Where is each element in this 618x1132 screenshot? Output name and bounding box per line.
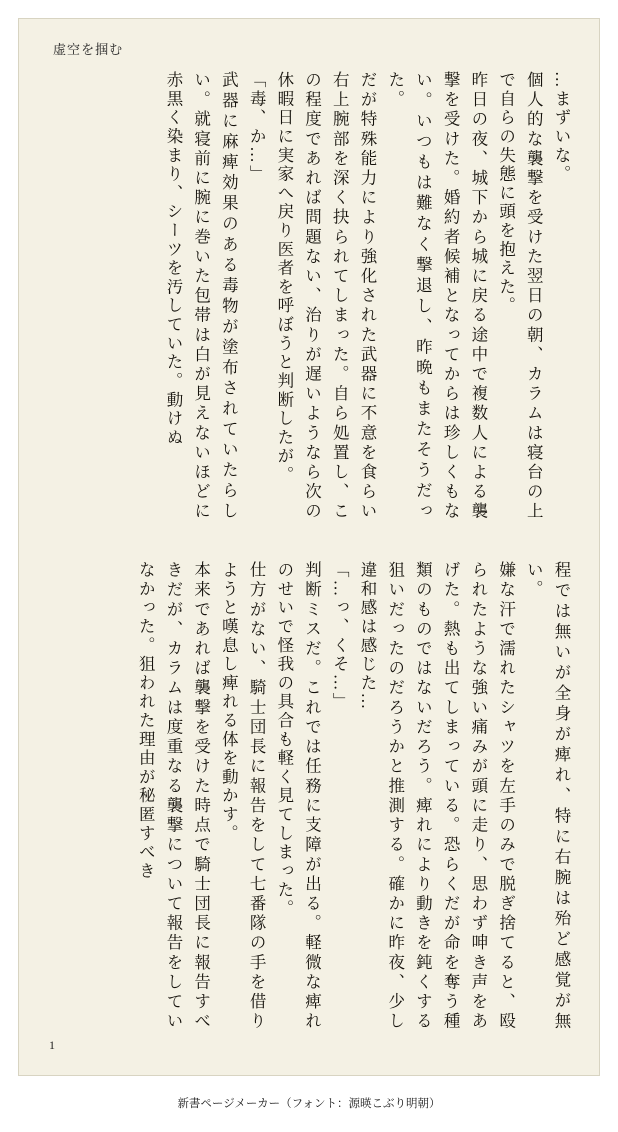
page-number: 1: [49, 1038, 55, 1052]
text-column: だが特殊能力により強化された武器に不意を食らい右上腕部を深く抉られてしまった。自ら処置し、この程度であれば問題ない、治りが遅いようなら次の休暇日に実家へ戻り医者を呼ぼうと判断したが。: [274, 71, 377, 521]
footer-credit: 新書ページメーカー（フォント：源暎こぶり明朝）: [177, 1098, 441, 1110]
text-block-upper: [45, 71, 575, 521]
novel-page: [18, 18, 600, 1076]
text-column: 判断ミスだ。これでは任務に支障が出る。軽微な痺れのせいで怪我の具合も軽く見てしまった。: [274, 561, 322, 1031]
text-column: 個人的な襲撃を受けた翌日の朝、カラムは寝台の上で自らの失態に頭を抱えた。: [496, 71, 544, 521]
text-block-lower: [45, 561, 575, 1031]
text-column: 昨日の夜、城下から城に戻る途中で複数人による襲撃を受けた。婚約者候補となってからは珍しくもない。いつもは難なく撃退し、昨晩もまたそうだった。: [385, 71, 488, 521]
page-title: 虚空を掴む: [53, 42, 124, 57]
text-column: 本来であれば襲撃を受けた時点で騎士団長に報告すべきだが、カラムは度重なる襲撃について報告をしていなかった。狙われた理由が秘匿すべき: [136, 561, 211, 1031]
vertical-text-body: [45, 71, 575, 1033]
text-column: …まずいな。: [552, 71, 571, 184]
text-column: 武器に麻痺効果のある毒物が塗布されていたらしい。就寝前に腕に巻いた包帯は白が見えないほどに赤黒く染まり、シーツを汚していた。動けぬ: [163, 71, 239, 521]
text-column: 「…っ、くそ…」: [330, 561, 350, 712]
text-column: 嫌な汗で濡れたシャツを左手のみで脱ぎ捨てると、殴られたような強い痛みが頭に走り、思わず呻き声をあげた。熱も出てしまっている。恐らくだが命を奪う種類のものではないだろう。痺れにより動きを鈍くする狙いだったのだろうかと推測する。確かに昨夜、少し違和感は感じた…: [357, 561, 516, 1031]
text-column: 程では無いが全身が痺れ、特に右腕は殆ど感覚が無い。: [524, 561, 571, 1031]
text-column: 仕方がない、騎士団長に報告をして七番隊の手を借りようと嘆息し痺れる体を動かす。: [219, 561, 267, 1031]
text-column: 「毒、か…」: [247, 71, 267, 184]
